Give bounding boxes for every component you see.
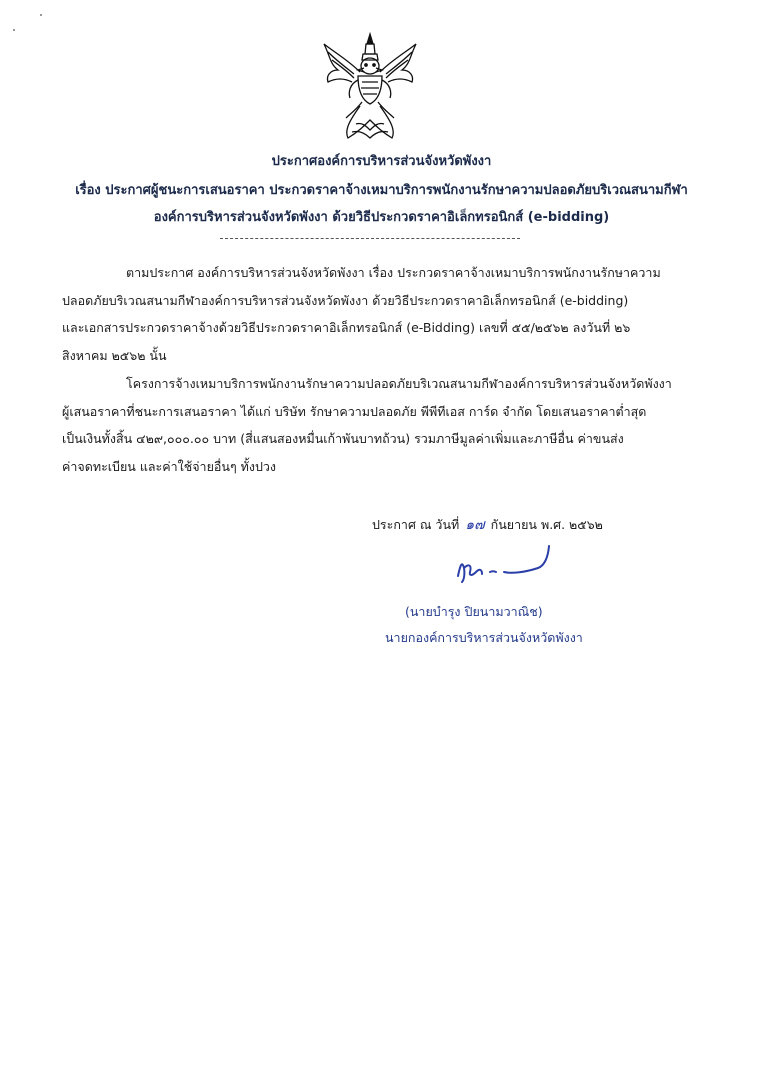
date-prefix: ประกาศ ณ วันที่ bbox=[372, 517, 460, 532]
paragraph-line: ปลอดภัยบริเวณสนามกีฬาองค์การบริหารส่วนจังหวัดพังงา ด้วยวิธีประกวดราคาอิเล็กทรอนิกส์ (e-bidding) bbox=[62, 292, 629, 308]
announcement-subject: เรื่อง ประกาศผู้ชนะการเสนอราคา ประกวดราคาจ้างเหมาบริการพนักงานรักษาความปลอดภัยบริเวณสนามกีฬา bbox=[75, 183, 688, 198]
divider bbox=[220, 238, 520, 239]
garuda-emblem-icon bbox=[320, 30, 420, 142]
paragraph-line: และเอกสารประกวดราคาจ้างด้วยวิธีประกวดราคาอิเล็กทรอนิกส์ (e-Bidding) เลขที่ ๕๕/๒๕๖๒ ลงวันที่ ๒๖ bbox=[62, 320, 631, 335]
paragraph-line: ตามประกาศ องค์การบริหารส่วนจังหวัดพังงา เรื่อง ประกวดราคาจ้างเหมาบริการพนักงานรักษาความ bbox=[126, 265, 661, 280]
paragraph-line: สิงหาคม ๒๕๖๒ นั้น bbox=[62, 347, 167, 363]
paragraph-line: ผู้เสนอราคาที่ชนะการเสนอราคา ได้แก่ บริษัท รักษาความปลอดภัย พีพีทีเอส การ์ด จำกัด โดยเสนอราคาต่ำสุด bbox=[62, 403, 647, 419]
paragraph-line: โครงการจ้างเหมาบริการพนักงานรักษาความปลอดภัยบริเวณสนามกีฬาองค์การบริหารส่วนจังหวัดพังงา bbox=[126, 376, 672, 391]
scan-speck bbox=[40, 14, 42, 16]
signatory-title: นายกองค์การบริหารส่วนจังหวัดพังงา bbox=[385, 630, 583, 645]
handwritten-day: ๑๗ bbox=[465, 517, 485, 533]
announcement-title: ประกาศองค์การบริหารส่วนจังหวัดพังงา bbox=[271, 154, 492, 169]
announcement-subject-continued: องค์การบริหารส่วนจังหวัดพังงา ด้วยวิธีประกวดราคาอิเล็กทรอนิกส์ (e-bidding) bbox=[153, 210, 610, 225]
paragraph-line: เป็นเงินทั้งสิ้น ๔๒๙,๐๐๐.๐๐ บาท (สี่แสนสองหมื่นเก้าพันบาทถ้วน) รวมภาษีมูลค่าเพิ่มและภาษีอื่น ค่าขนส่ง bbox=[62, 431, 624, 446]
paragraph-line: ค่าจดทะเบียน และค่าใช้จ่ายอื่นๆ ทั้งปวง bbox=[62, 458, 277, 474]
scan-speck bbox=[13, 29, 15, 31]
signature-image bbox=[452, 538, 562, 588]
paragraph-reference bbox=[62, 259, 661, 369]
date-suffix: กันยายน พ.ศ. ๒๕๖๒ bbox=[490, 517, 603, 532]
announcement-date bbox=[372, 514, 603, 536]
signatory-name: (นายบำรุง ปิยนามวาณิช) bbox=[405, 604, 543, 619]
paragraph-award bbox=[62, 370, 672, 480]
